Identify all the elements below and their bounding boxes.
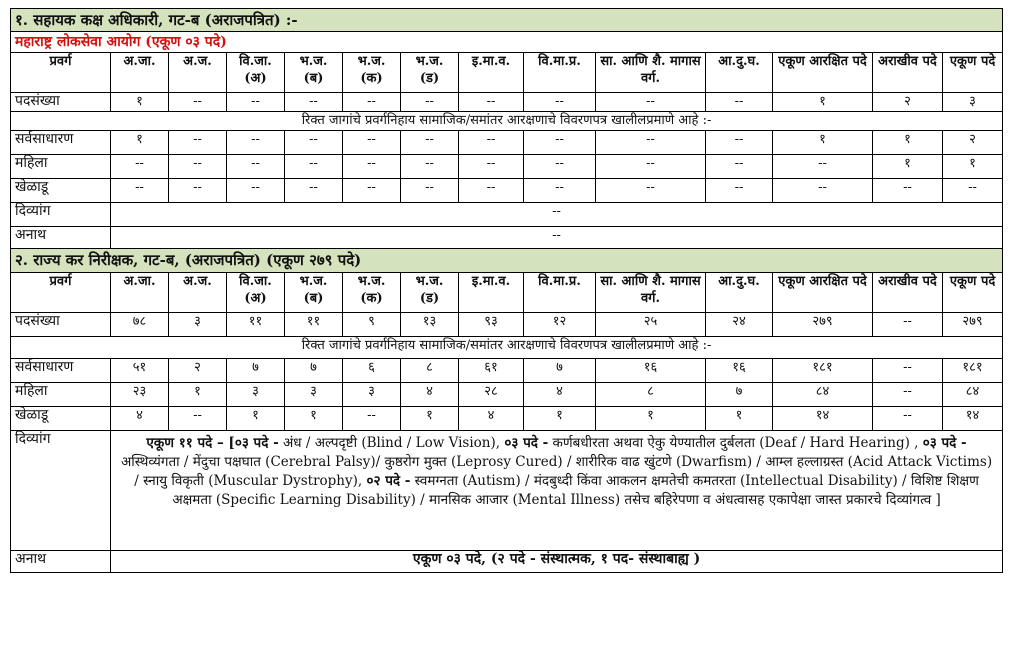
table-cell: ३	[227, 383, 285, 407]
column-header: भ.ज. (ड)	[401, 53, 459, 93]
table-cell: १	[596, 407, 706, 431]
table-cell: ७८	[111, 313, 169, 337]
table-cell: --	[227, 131, 285, 155]
table-cell: --	[227, 179, 285, 203]
table-cell: --	[873, 313, 943, 337]
table-cell: १६	[596, 359, 706, 383]
reservation-document	[10, 8, 1002, 573]
column-header: इ.मा.व.	[459, 273, 524, 313]
table-cell: १६	[706, 359, 773, 383]
section2-category-row	[11, 359, 1003, 383]
table-cell: --	[706, 131, 773, 155]
table-cell: --	[285, 179, 343, 203]
section2-anath-label: अनाथ	[11, 551, 111, 573]
table-cell: --	[459, 179, 524, 203]
table-cell: ६	[343, 359, 401, 383]
table-cell: --	[524, 179, 596, 203]
section2-divyang-row	[11, 431, 1003, 551]
table-cell: --	[596, 93, 706, 112]
table-cell: --	[343, 93, 401, 112]
table-cell: --	[873, 179, 943, 203]
table-cell: ५१	[111, 359, 169, 383]
table-cell: १	[706, 407, 773, 431]
table-cell: --	[401, 93, 459, 112]
column-header: वि.मा.प्र.	[524, 53, 596, 93]
table-cell: --	[596, 155, 706, 179]
section2-divyang-label: दिव्यांग	[11, 431, 111, 551]
section2-category-row	[11, 407, 1003, 431]
table-cell: २	[943, 131, 1003, 155]
section1-divyang-value: --	[111, 203, 1003, 227]
table-cell: १	[111, 131, 169, 155]
column-header: प्रवर्ग	[11, 53, 111, 93]
table-cell: २	[873, 93, 943, 112]
table-cell: --	[596, 179, 706, 203]
table-cell: १	[111, 93, 169, 112]
table-cell: --	[169, 131, 227, 155]
table-cell: १८१	[773, 359, 873, 383]
table-cell: ९	[343, 313, 401, 337]
table-cell: --	[343, 155, 401, 179]
section1-header-row	[11, 53, 1003, 93]
section1-organization-row	[11, 32, 1003, 53]
column-header: भ.ज. (ब)	[285, 273, 343, 313]
table-cell: --	[227, 93, 285, 112]
column-header: अराखीव पदे	[873, 273, 943, 313]
column-header: एकूण पदे	[943, 53, 1003, 93]
column-header: सा. आणि शै. मागास वर्ग.	[596, 273, 706, 313]
table-cell: २४	[706, 313, 773, 337]
column-header: वि.जा. (अ)	[227, 53, 285, 93]
table-cell: --	[873, 383, 943, 407]
section1-anath-value: --	[111, 227, 1003, 249]
table-cell: --	[285, 93, 343, 112]
table-cell: ४	[459, 407, 524, 431]
table-cell: --	[111, 155, 169, 179]
table-cell: ४	[524, 383, 596, 407]
table-cell: --	[459, 93, 524, 112]
table-cell: ७	[524, 359, 596, 383]
column-header: प्रवर्ग	[11, 273, 111, 313]
column-header: वि.जा. (अ)	[227, 273, 285, 313]
table-cell: १	[943, 155, 1003, 179]
section2-anath-value: एकूण ०३ पदे, (२ पदे - संस्थात्मक, १ पद- संस्थाबाह्य )	[111, 551, 1003, 573]
table-cell: ८४	[943, 383, 1003, 407]
table-cell: १	[773, 93, 873, 112]
column-header: भ.ज. (ड)	[401, 273, 459, 313]
table-cell: ९३	[459, 313, 524, 337]
table-cell: --	[524, 131, 596, 155]
divyang-text-b4: ०२ पदे -	[366, 473, 411, 489]
section2-title-row	[11, 249, 1003, 273]
table-cell: ८	[401, 359, 459, 383]
divyang-text-t4: स्वमग्नता (Autism) / मंदबुध्दी किंवा आकलन क्षमतेची कमतरता (Intellectual Disability) / विशिष्ट शिक्षण अक्षमता (Specific Learning Disability) / मानसिक आजार (Mental Illness) तसेच बहिरेपणा व अंधत्वासह एकापेक्षा जास्त प्रकारचे दिव्यांगत्व ]	[172, 473, 979, 508]
divyang-text-t2: कर्णबधीरता अथवा ऐकु येण्यातील दुर्बलता (Deaf / Hard Hearing) ,	[548, 435, 923, 451]
table-cell: १	[873, 155, 943, 179]
table-cell: ७	[706, 383, 773, 407]
table-cell: --	[773, 155, 873, 179]
table-cell: ७	[285, 359, 343, 383]
section1-divyang-label: दिव्यांग	[11, 203, 111, 227]
section2-note: रिक्त जागांचे प्रवर्गनिहाय सामाजिक/समांतर आरक्षणाचे विवरणपत्र खालीलप्रमाणे आहे :-	[11, 337, 1003, 359]
table-cell: --	[169, 179, 227, 203]
table-cell: --	[873, 359, 943, 383]
section1-category-row	[11, 155, 1003, 179]
table-cell: ११	[227, 313, 285, 337]
table-cell: --	[706, 93, 773, 112]
table-cell: --	[343, 179, 401, 203]
column-header: एकूण पदे	[943, 273, 1003, 313]
section1-title: १. सहायक कक्ष अधिकारी, गट-ब (अराजपत्रित) :-	[11, 9, 1003, 32]
table-cell: --	[343, 407, 401, 431]
table-cell: १३	[401, 313, 459, 337]
column-header: सा. आणि शै. मागास वर्ग.	[596, 53, 706, 93]
column-header: अ.जा.	[111, 53, 169, 93]
row-label: महिला	[11, 155, 111, 179]
column-header: एकूण आरक्षित पदे	[773, 53, 873, 93]
section1-divyang-row	[11, 203, 1003, 227]
table-cell: --	[343, 131, 401, 155]
divyang-text-b3: ०३ पदे -	[922, 435, 967, 451]
table-cell: १८१	[943, 359, 1003, 383]
table-cell: --	[706, 179, 773, 203]
table-cell: १	[773, 131, 873, 155]
column-header: भ.ज. (क)	[343, 273, 401, 313]
table-cell: --	[459, 131, 524, 155]
table-cell: --	[943, 179, 1003, 203]
table-cell: २७९	[773, 313, 873, 337]
table-cell: ३	[285, 383, 343, 407]
table-cell: --	[169, 93, 227, 112]
divyang-text-t3: अस्थिव्यंगता / मेंदुचा पक्षघात (Cerebral Palsy)/ कुष्ठरोग मुक्त (Leprosy Cured) / शारीरिक वाढ खुंटणे (Dwarfism) / आम्ल हल्लाग्रस्त (Acid Attack Victims) / स्नायु विकृती (Muscular Dystrophy),	[120, 454, 993, 489]
section2-title: २. राज्य कर निरीक्षक, गट-ब, (अराजपत्रित) (एकूण २७९ पदे)	[11, 249, 1003, 273]
table-cell: २७९	[943, 313, 1003, 337]
section1-anath-row	[11, 227, 1003, 249]
section1-anath-label: अनाथ	[11, 227, 111, 249]
table-cell: --	[285, 155, 343, 179]
table-cell: ८४	[773, 383, 873, 407]
column-header: अ.ज.	[169, 53, 227, 93]
table-cell: --	[773, 179, 873, 203]
table-cell: --	[401, 131, 459, 155]
column-header: अ.ज.	[169, 273, 227, 313]
table-cell: --	[227, 155, 285, 179]
table-cell: १२	[524, 313, 596, 337]
section2-padsankhya-row	[11, 313, 1003, 337]
section1-title-row	[11, 9, 1003, 32]
table-cell: १	[227, 407, 285, 431]
table-cell: --	[111, 179, 169, 203]
table-cell: ३	[169, 313, 227, 337]
row-label: खेळाडू	[11, 179, 111, 203]
table-cell: --	[169, 407, 227, 431]
column-header: अराखीव पदे	[873, 53, 943, 93]
column-header: आ.दु.घ.	[706, 273, 773, 313]
table-cell: --	[524, 93, 596, 112]
table-cell: ८	[596, 383, 706, 407]
divyang-text-b1: एकूण ११ पदे – [०३ पदे -	[146, 435, 279, 451]
column-header: आ.दु.घ.	[706, 53, 773, 93]
table-cell: १	[285, 407, 343, 431]
table-cell: १	[169, 383, 227, 407]
section1-category-row	[11, 131, 1003, 155]
column-header: अ.जा.	[111, 273, 169, 313]
row-label: महिला	[11, 383, 111, 407]
row-label: पदसंख्या	[11, 93, 111, 112]
section1-padsankhya-row	[11, 93, 1003, 112]
column-header: वि.मा.प्र.	[524, 273, 596, 313]
table-cell: १	[524, 407, 596, 431]
column-header: इ.मा.व.	[459, 53, 524, 93]
section2-anath-row	[11, 551, 1003, 573]
table-cell: ७	[227, 359, 285, 383]
section1-organization: महाराष्ट्र लोकसेवा आयोग (एकूण ०३ पदे)	[11, 32, 1003, 53]
section1-note: रिक्त जागांचे प्रवर्गनिहाय सामाजिक/समांतर आरक्षणाचे विवरणपत्र खालीलप्रमाणे आहे :-	[11, 112, 1003, 131]
section2-header-row	[11, 273, 1003, 313]
table-cell: --	[285, 131, 343, 155]
section2-note-row	[11, 337, 1003, 359]
table-cell: --	[401, 155, 459, 179]
row-label: खेळाडू	[11, 407, 111, 431]
divyang-text-t1: अंध / अल्पदृष्टी (Blind / Low Vision),	[278, 435, 505, 451]
table-cell: ६१	[459, 359, 524, 383]
divyang-text-b2: ०३ पदे -	[504, 435, 549, 451]
table-cell: ३	[343, 383, 401, 407]
row-label: पदसंख्या	[11, 313, 111, 337]
section1-note-row	[11, 112, 1003, 131]
table-cell: १	[873, 131, 943, 155]
table-cell: १४	[943, 407, 1003, 431]
table-cell: --	[169, 155, 227, 179]
section2-category-row	[11, 383, 1003, 407]
reservation-table	[10, 8, 1003, 573]
table-cell: ११	[285, 313, 343, 337]
row-label: सर्वसाधारण	[11, 131, 111, 155]
table-cell: --	[459, 155, 524, 179]
table-cell: २८	[459, 383, 524, 407]
table-cell: ३	[943, 93, 1003, 112]
section2-divyang-value	[111, 431, 1003, 551]
table-cell: --	[706, 155, 773, 179]
table-cell: --	[524, 155, 596, 179]
table-cell: --	[401, 179, 459, 203]
row-label: सर्वसाधारण	[11, 359, 111, 383]
table-cell: १	[401, 407, 459, 431]
table-cell: ४	[401, 383, 459, 407]
table-cell: २	[169, 359, 227, 383]
section1-category-row	[11, 179, 1003, 203]
table-cell: ४	[111, 407, 169, 431]
table-cell: २५	[596, 313, 706, 337]
table-cell: १४	[773, 407, 873, 431]
table-cell: --	[596, 131, 706, 155]
table-cell: २३	[111, 383, 169, 407]
column-header: एकूण आरक्षित पदे	[773, 273, 873, 313]
table-cell: --	[873, 407, 943, 431]
column-header: भ.ज. (क)	[343, 53, 401, 93]
column-header: भ.ज. (ब)	[285, 53, 343, 93]
